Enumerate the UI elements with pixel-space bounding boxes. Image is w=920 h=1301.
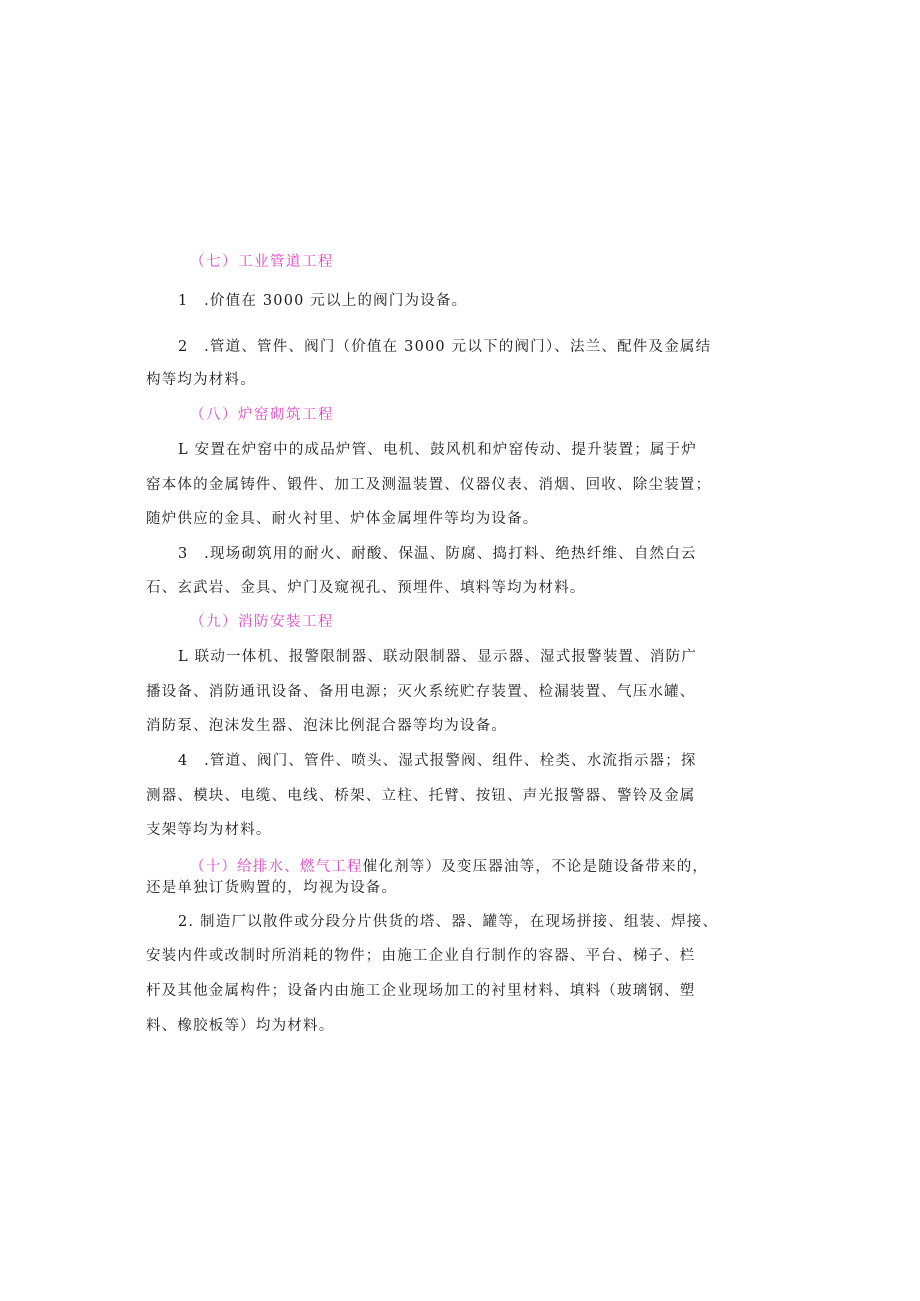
paragraph-line: 杆及其他金属构件；设备内由施工企业现场加工的衬里材料、填料（玻璃钢、塑 [146, 983, 696, 999]
paragraph-line: L 联动一体机、报警限制器、联动限制器、显示器、湿式报警装置、消防广 [178, 649, 698, 665]
paragraph-line: 随炉供应的金具、耐火衬里、炉体金属埋件等均为设备。 [146, 511, 539, 527]
section-heading-8: （八）炉窑砌筑工程 [190, 407, 334, 423]
paragraph-line: 2 .管道、管件、阀门（价值在 3000 元以下的阀门）、法兰、配件及金属结 [178, 339, 712, 355]
paragraph-line: 3 .现场砌筑用的耐火、耐酸、保温、防腐、捣打料、绝热纤维、自然白云 [178, 546, 697, 562]
paragraph-line: 安装内件或改制时所消耗的物件；由施工企业自行制作的容器、平台、梯子、栏 [146, 948, 696, 964]
paragraph-line: 测器、模块、电缆、电线、桥架、立柱、托臂、按钮、声光报警器、警铃及金属 [146, 788, 696, 804]
paragraph-line: 石、玄武岩、金具、炉门及窥视孔、预埋件、填料等均为材料。 [146, 580, 586, 596]
paragraph-line: 构等均为材料。 [146, 372, 256, 388]
paragraph-line: 2. 制造厂以散件或分段分片供货的塔、器、罐等，在现场拼接、组装、焊接、 [178, 914, 719, 930]
paragraph-line: 播设备、消防通讯设备、备用电源；灭火系统贮存装置、检漏装置、气压水罐、 [146, 684, 696, 700]
paragraph-line: 料、橡胶板等）均为材料。 [146, 1018, 335, 1034]
section-heading-10: （十）给排水、燃气工程 [190, 859, 363, 875]
section-heading-10-line [190, 857, 708, 877]
section-heading-9: （九）消防安装工程 [190, 614, 334, 630]
paragraph-line: 4 .管道、阀门、管件、喷头、湿式报警阀、组件、栓类、水流指示器；探 [178, 753, 697, 769]
paragraph-line: L 安置在炉窑中的成品炉管、电机、鼓风机和炉窑传动、提升装置；属于炉 [178, 442, 698, 458]
paragraph-line: 还是单独订货购置的，均视为设备。 [146, 880, 398, 896]
paragraph-line: 消防泵、泡沫发生器、泡沫比例混合器等均为设备。 [146, 718, 508, 734]
section-heading-7: （七）工业管道工程 [190, 254, 334, 270]
paragraph-line: 1 .价值在 3000 元以上的阀门为设备。 [178, 293, 468, 309]
paragraph-line: 支架等均为材料。 [146, 822, 272, 838]
heading-continuation: 催化剂等）及变压器油等，不论是随设备带来的， [362, 859, 709, 875]
paragraph-line: 窑本体的金属铸件、锻件、加工及测温装置、仪器仪表、消烟、回收、除尘装置； [146, 477, 712, 493]
